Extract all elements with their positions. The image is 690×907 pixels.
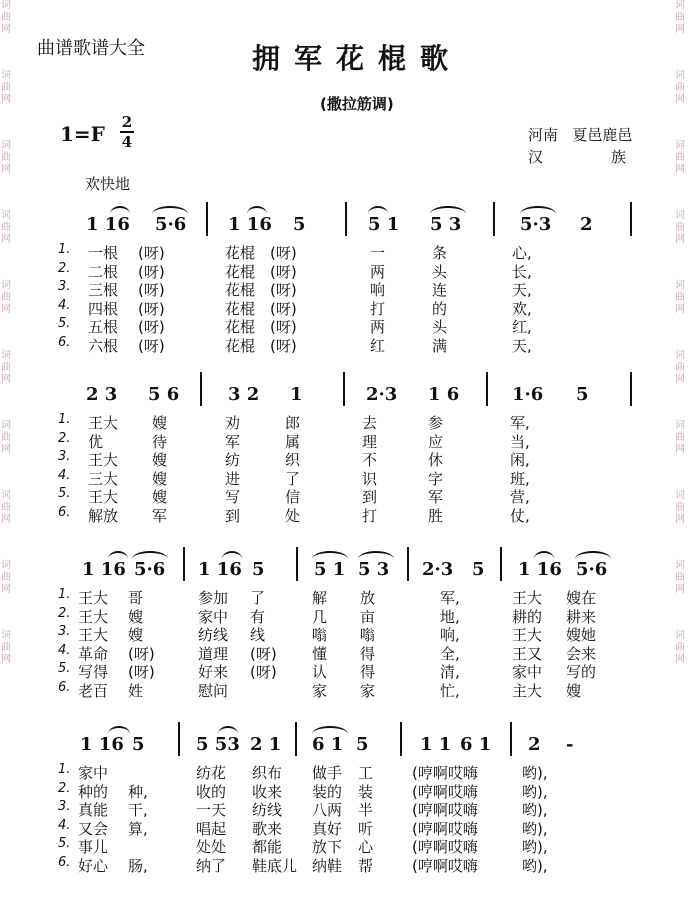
lyric-row — [0, 680, 690, 699]
lyric-syllable: 长, — [512, 262, 532, 281]
verse-number: 1. — [58, 762, 71, 777]
lyric-syllable: 一 — [370, 244, 386, 262]
lyric-syllable: 进 — [225, 469, 241, 488]
lyric-syllable: 红 — [370, 336, 386, 355]
measure: 5 — [132, 734, 145, 755]
lyric-syllable: 班, — [510, 469, 530, 488]
lyric-row — [0, 781, 690, 800]
lyric-syllable: (呀) — [270, 281, 297, 299]
lyric-syllable: 参 — [428, 414, 444, 432]
lyric-syllable: 哟), — [522, 782, 548, 801]
lyric-syllable: 营, — [510, 488, 530, 506]
measure: - — [566, 734, 574, 755]
lyric-syllable: 识 — [362, 469, 378, 488]
notation-row — [0, 547, 690, 583]
verse-number: 6. — [58, 854, 71, 870]
lyric-syllable: 王大 — [88, 414, 119, 432]
lyric-syllable: 会来 — [566, 644, 597, 663]
measure: 5 — [252, 559, 265, 580]
verse-number: 3. — [58, 799, 71, 814]
song-origin — [528, 124, 632, 168]
lyric-syllable: 有 — [250, 607, 266, 626]
origin-ethnic-2: 族 — [611, 148, 627, 166]
lyric-syllable: 老百 — [78, 681, 109, 700]
notation-row — [0, 722, 690, 758]
measure: 1 6 — [428, 384, 460, 405]
lyric-syllable: (呀) — [128, 663, 155, 681]
lyric-syllable: (哼啊哎嗨 — [412, 782, 478, 801]
lyric-syllable: 又会 — [78, 819, 109, 838]
verse-number: 4. — [58, 297, 71, 313]
lyric-syllable: 亩 — [360, 607, 376, 626]
lyric-syllable: 了 — [250, 589, 266, 607]
lyric-syllable: 得 — [360, 644, 376, 663]
lyric-syllable: 闲, — [510, 451, 530, 469]
measure: 1 16 — [86, 214, 130, 235]
lyric-syllable: 二根 — [88, 262, 119, 281]
lyric-syllable: 了 — [285, 469, 301, 488]
lyric-row — [0, 298, 690, 317]
verse-number: 2. — [58, 605, 71, 621]
lyric-syllable: 哟), — [522, 801, 548, 819]
lyric-row — [0, 762, 690, 781]
lyric-syllable: 装 — [358, 782, 374, 801]
verse-number: 1. — [58, 587, 71, 602]
verse-number: 3. — [58, 279, 71, 294]
lyric-syllable: 响, — [440, 626, 460, 644]
lyric-syllable: 花棍 — [225, 244, 256, 262]
lyric-syllable: 三大 — [88, 469, 119, 488]
lyric-syllable: 军 — [152, 506, 168, 525]
lyric-syllable: 算, — [128, 819, 148, 838]
lyric-syllable: 红, — [512, 318, 532, 336]
measure: 3 2 — [228, 384, 260, 405]
lyric-syllable: 家中 — [198, 607, 229, 626]
lyric-row — [0, 505, 690, 524]
lyric-syllable: 道理 — [198, 644, 229, 663]
lyric-row — [0, 242, 690, 261]
lyric-syllable: 王大 — [78, 589, 109, 607]
lyric-syllable: 放 — [360, 589, 376, 607]
lyric-syllable: 王大 — [88, 488, 119, 506]
lyric-syllable: 两 — [370, 262, 386, 281]
key-signature: 1=F — [60, 122, 105, 146]
lyric-syllable: 哥 — [128, 589, 144, 607]
lyric-syllable: 待 — [152, 432, 168, 451]
lyric-syllable: 鞋底儿 — [252, 856, 298, 875]
lyric-syllable: 嫂 — [152, 488, 168, 506]
lyric-syllable: 三根 — [88, 281, 119, 299]
lyric-syllable: 八两 — [312, 801, 343, 819]
lyric-syllable: (哼啊哎嗨 — [412, 819, 478, 838]
lyric-syllable: 嫂 — [152, 451, 168, 469]
lyric-syllable: 解 — [312, 589, 328, 607]
lyric-syllable: 解放 — [88, 506, 119, 525]
measure: 1 16 — [518, 559, 562, 580]
lyric-syllable: 休 — [428, 451, 444, 469]
lyric-syllable: (哼啊哎嗨 — [412, 838, 478, 856]
lyric-syllable: 条 — [432, 244, 448, 262]
lyric-syllable: 郎 — [285, 414, 301, 432]
measure: 5·6 — [576, 559, 608, 580]
lyric-syllable: 好心 — [78, 856, 109, 875]
lyric-syllable: 纺 — [225, 451, 241, 469]
time-signature — [120, 114, 134, 150]
lyric-syllable: 几 — [312, 607, 328, 626]
lyric-syllable: (呀) — [250, 663, 277, 681]
lyric-syllable: 嫂 — [128, 626, 144, 644]
measure: 5·3 — [520, 214, 552, 235]
lyric-row — [0, 412, 690, 431]
lyric-syllable: 花棍 — [225, 318, 256, 336]
lyric-syllable: 懂 — [312, 644, 328, 663]
measure: 5 — [576, 384, 589, 405]
tempo-marking: 欢快地 — [85, 175, 131, 193]
lyric-syllable: 听 — [358, 819, 374, 838]
lyric-syllable: 革命 — [78, 644, 109, 663]
lyric-syllable: 忙, — [440, 681, 460, 700]
lyric-syllable: 的 — [432, 299, 448, 318]
lyric-syllable: 耕的 — [512, 607, 543, 626]
lyric-syllable: 纺线 — [252, 801, 283, 819]
lyric-syllable: 真好 — [312, 819, 343, 838]
lyric-syllable: (呀) — [138, 299, 165, 318]
lyric-syllable: 好来 — [198, 663, 229, 681]
lyric-syllable: 四根 — [88, 299, 119, 318]
lyric-syllable: 头 — [432, 318, 448, 336]
lyric-syllable: 嫂她 — [566, 626, 597, 644]
verse-number: 3. — [58, 624, 71, 639]
lyric-syllable: 家中 — [78, 764, 109, 782]
lyric-syllable: 嫂 — [152, 469, 168, 488]
lyric-syllable: 真能 — [78, 801, 109, 819]
notation-row — [0, 372, 690, 408]
lyric-syllable: 信 — [285, 488, 301, 506]
lyric-syllable: 织 — [285, 451, 301, 469]
lyric-syllable: 当, — [510, 432, 530, 451]
verse-number: 4. — [58, 642, 71, 658]
lyric-syllable: 去 — [362, 414, 378, 432]
lyric-syllable: 写 — [225, 488, 241, 506]
lyric-syllable: 嗡 — [312, 626, 328, 644]
lyric-row — [0, 449, 690, 468]
lyric-syllable: 家中 — [512, 663, 543, 681]
lyric-syllable: 嫂 — [566, 681, 582, 700]
measure: 2 — [580, 214, 593, 235]
lyric-syllable: 装的 — [312, 782, 343, 801]
lyric-syllable: (呀) — [138, 262, 165, 281]
lyric-row — [0, 335, 690, 354]
lyric-syllable: 劝 — [225, 414, 241, 432]
lyric-syllable: 到 — [362, 488, 378, 506]
lyric-syllable: 姓 — [128, 681, 144, 700]
lyric-row — [0, 799, 690, 818]
lyric-syllable: 不 — [362, 451, 378, 469]
lyric-row — [0, 468, 690, 487]
lyric-syllable: 王又 — [512, 644, 543, 663]
measure: 2·3 — [422, 559, 454, 580]
lyric-row — [0, 606, 690, 625]
lyric-syllable: 做手 — [312, 764, 343, 782]
lyric-syllable: 哟), — [522, 764, 548, 782]
lyric-syllable: (呀) — [270, 262, 297, 281]
measure: 2 3 — [86, 384, 118, 405]
lyric-syllable: 哟), — [522, 819, 548, 838]
lyric-syllable: (哼啊哎嗨 — [412, 764, 478, 782]
lyric-syllable: (呀) — [138, 336, 165, 355]
lyric-syllable: 一根 — [88, 244, 119, 262]
lyric-syllable: 工 — [358, 764, 374, 782]
verse-number: 2. — [58, 780, 71, 796]
measure: 5 — [293, 214, 306, 235]
verse-number: 4. — [58, 467, 71, 483]
lyric-syllable: 线 — [250, 626, 266, 644]
lyric-syllable: (哼啊哎嗨 — [412, 856, 478, 875]
lyric-syllable: 纺线 — [198, 626, 229, 644]
lyric-syllable: 都能 — [252, 838, 283, 856]
measure: 5 — [356, 734, 369, 755]
lyric-syllable: 半 — [358, 801, 374, 819]
lyric-syllable: 织布 — [252, 764, 283, 782]
verse-number: 6. — [58, 679, 71, 695]
measure: 6 1 — [312, 734, 344, 755]
notation-row — [0, 202, 690, 238]
lyric-syllable: (呀) — [138, 318, 165, 336]
lyric-syllable: 歌来 — [252, 819, 283, 838]
song-subtitle: (撒拉筋调) — [320, 95, 394, 113]
measure: 1 16 — [228, 214, 272, 235]
lyric-syllable: 耕来 — [566, 607, 597, 626]
measure: 5 1 — [314, 559, 346, 580]
verse-number: 5. — [58, 486, 71, 501]
lyric-syllable: 得 — [360, 663, 376, 681]
lyric-syllable: 王大 — [512, 589, 543, 607]
lyric-syllable: 欢, — [512, 299, 532, 318]
lyric-syllable: 参加 — [198, 589, 229, 607]
measure: 2 — [528, 734, 541, 755]
meter-bottom: 4 — [121, 133, 133, 151]
lyric-syllable: 心 — [358, 838, 374, 856]
lyric-syllable: (呀) — [128, 644, 155, 663]
lyric-row — [0, 486, 690, 505]
verse-number: 6. — [58, 504, 71, 520]
lyric-syllable: 放下 — [312, 838, 343, 856]
measure: 5 53 — [196, 734, 240, 755]
lyric-syllable: 响 — [370, 281, 386, 299]
lyric-syllable: 嗡 — [360, 626, 376, 644]
lyric-syllable: (呀) — [138, 244, 165, 262]
measure: 5 6 — [148, 384, 180, 405]
lyric-syllable: 地, — [440, 607, 460, 626]
lyric-syllable: 军 — [428, 488, 444, 506]
meter-top: 2 — [121, 113, 133, 131]
lyric-syllable: 处 — [285, 506, 301, 525]
lyric-syllable: 种的 — [78, 782, 109, 801]
measure: 1 16 — [82, 559, 126, 580]
lyric-syllable: 满 — [432, 336, 448, 355]
lyric-syllable: 干, — [128, 801, 148, 819]
lyric-syllable: 嫂在 — [566, 589, 597, 607]
lyric-syllable: 嫂 — [152, 414, 168, 432]
lyric-syllable: (哼啊哎嗨 — [412, 801, 478, 819]
lyric-syllable: 主大 — [512, 681, 543, 700]
measure: 5 — [472, 559, 485, 580]
lyric-syllable: (呀) — [138, 281, 165, 299]
lyric-row — [0, 316, 690, 335]
measure: 2 1 — [250, 734, 282, 755]
watermark-right: 词曲网 词曲网 词曲网 词曲网 词曲网 词曲网 词曲网 词曲网 词曲网 词曲网 — [675, 0, 685, 665]
lyric-syllable: 天, — [512, 336, 532, 355]
lyric-syllable: 处处 — [196, 838, 227, 856]
lyric-syllable: 心, — [512, 244, 532, 262]
lyric-row — [0, 661, 690, 680]
lyric-syllable: 家 — [312, 681, 328, 700]
lyric-syllable: 五根 — [88, 318, 119, 336]
lyric-syllable: 肠, — [128, 856, 148, 875]
measure: 5·6 — [134, 559, 166, 580]
lyric-syllable: 收来 — [252, 782, 283, 801]
lyric-syllable: 花棍 — [225, 262, 256, 281]
verse-number: 2. — [58, 260, 71, 276]
lyric-syllable: (呀) — [270, 299, 297, 318]
verse-number: 1. — [58, 242, 71, 257]
lyric-syllable: 家 — [360, 681, 376, 700]
lyric-syllable: 全, — [440, 644, 460, 663]
lyric-syllable: 唱起 — [196, 819, 227, 838]
measure: 5·6 — [155, 214, 187, 235]
verse-number: 1. — [58, 412, 71, 427]
lyric-syllable: 认 — [312, 663, 328, 681]
lyric-row — [0, 855, 690, 874]
verse-number: 3. — [58, 449, 71, 464]
lyric-syllable: (呀) — [250, 644, 277, 663]
verse-number: 5. — [58, 836, 71, 851]
lyric-syllable: 王大 — [78, 607, 109, 626]
lyric-syllable: 种, — [128, 782, 148, 801]
lyric-syllable: 到 — [225, 506, 241, 525]
lyric-syllable: 打 — [370, 299, 386, 318]
lyric-row — [0, 279, 690, 298]
lyric-syllable: 优 — [88, 432, 104, 451]
lyric-syllable: 王大 — [78, 626, 109, 644]
lyric-syllable: 王大 — [512, 626, 543, 644]
verse-number: 6. — [58, 334, 71, 350]
measure: 5 3 — [358, 559, 390, 580]
lyric-syllable: 打 — [362, 506, 378, 525]
measure: 5 3 — [430, 214, 462, 235]
lyric-syllable: 哟), — [522, 856, 548, 875]
verse-number: 4. — [58, 817, 71, 833]
lyric-syllable: 帮 — [358, 856, 374, 875]
measure: 2·3 — [366, 384, 398, 405]
lyric-syllable: 纳鞋 — [312, 856, 343, 875]
lyric-syllable: 花棍 — [225, 336, 256, 355]
lyric-syllable: 慰问 — [198, 681, 229, 700]
verse-number: 5. — [58, 316, 71, 331]
lyric-syllable: 纺花 — [196, 764, 227, 782]
lyric-syllable: 收的 — [196, 782, 227, 801]
lyric-syllable: 字 — [428, 469, 444, 488]
lyric-syllable: 六根 — [88, 336, 119, 355]
lyric-syllable: 王大 — [88, 451, 119, 469]
song-title: 拥军花棍歌 — [252, 42, 463, 75]
origin-ethnic: 汉 — [528, 148, 544, 166]
lyric-syllable: 理 — [362, 432, 378, 451]
site-label: 曲谱歌谱大全 — [37, 38, 145, 59]
lyric-row — [0, 836, 690, 855]
measure: 6 1 — [460, 734, 492, 755]
lyric-syllable: 军, — [510, 414, 530, 432]
lyric-syllable: 写的 — [566, 663, 597, 681]
lyric-syllable: 胜 — [428, 506, 444, 525]
lyric-row — [0, 431, 690, 450]
lyric-syllable: 事儿 — [78, 838, 109, 856]
lyric-row — [0, 818, 690, 837]
lyric-syllable: 头 — [432, 262, 448, 281]
origin-region: 河南 — [528, 126, 559, 144]
lyric-row — [0, 624, 690, 643]
measure: 1·6 — [512, 384, 544, 405]
lyric-syllable: (呀) — [270, 318, 297, 336]
origin-place: 夏邑鹿邑 — [572, 126, 633, 144]
lyric-syllable: (呀) — [270, 336, 297, 355]
lyric-syllable: 属 — [285, 432, 301, 451]
lyric-syllable: 军 — [225, 432, 241, 451]
lyric-syllable: 花棍 — [225, 299, 256, 318]
lyric-syllable: 应 — [428, 432, 444, 451]
lyric-syllable: 天, — [512, 281, 532, 299]
lyric-syllable: 清, — [440, 663, 460, 681]
lyric-syllable: 嫂 — [128, 607, 144, 626]
measure: 1 16 — [198, 559, 242, 580]
lyric-row — [0, 587, 690, 606]
lyric-syllable: 军, — [440, 589, 460, 607]
lyric-syllable: 写得 — [78, 663, 109, 681]
verse-number: 5. — [58, 661, 71, 676]
lyric-syllable: 哟), — [522, 838, 548, 856]
measure: 5 1 — [368, 214, 400, 235]
lyric-syllable: 两 — [370, 318, 386, 336]
lyric-syllable: 一天 — [196, 801, 227, 819]
lyric-row — [0, 261, 690, 280]
lyric-syllable: 连 — [432, 281, 448, 299]
watermark-left: 词曲网 词曲网 词曲网 词曲网 词曲网 词曲网 词曲网 词曲网 词曲网 词曲网 — [1, 0, 11, 665]
lyric-syllable: 花棍 — [225, 281, 256, 299]
lyric-syllable: 仗, — [510, 506, 530, 525]
measure: 1 — [290, 384, 303, 405]
verse-number: 2. — [58, 430, 71, 446]
measure: 1 16 — [80, 734, 124, 755]
lyric-syllable: 纳了 — [196, 856, 227, 875]
lyric-syllable: (呀) — [270, 244, 297, 262]
measure: 1 1 — [420, 734, 452, 755]
lyric-row — [0, 643, 690, 662]
